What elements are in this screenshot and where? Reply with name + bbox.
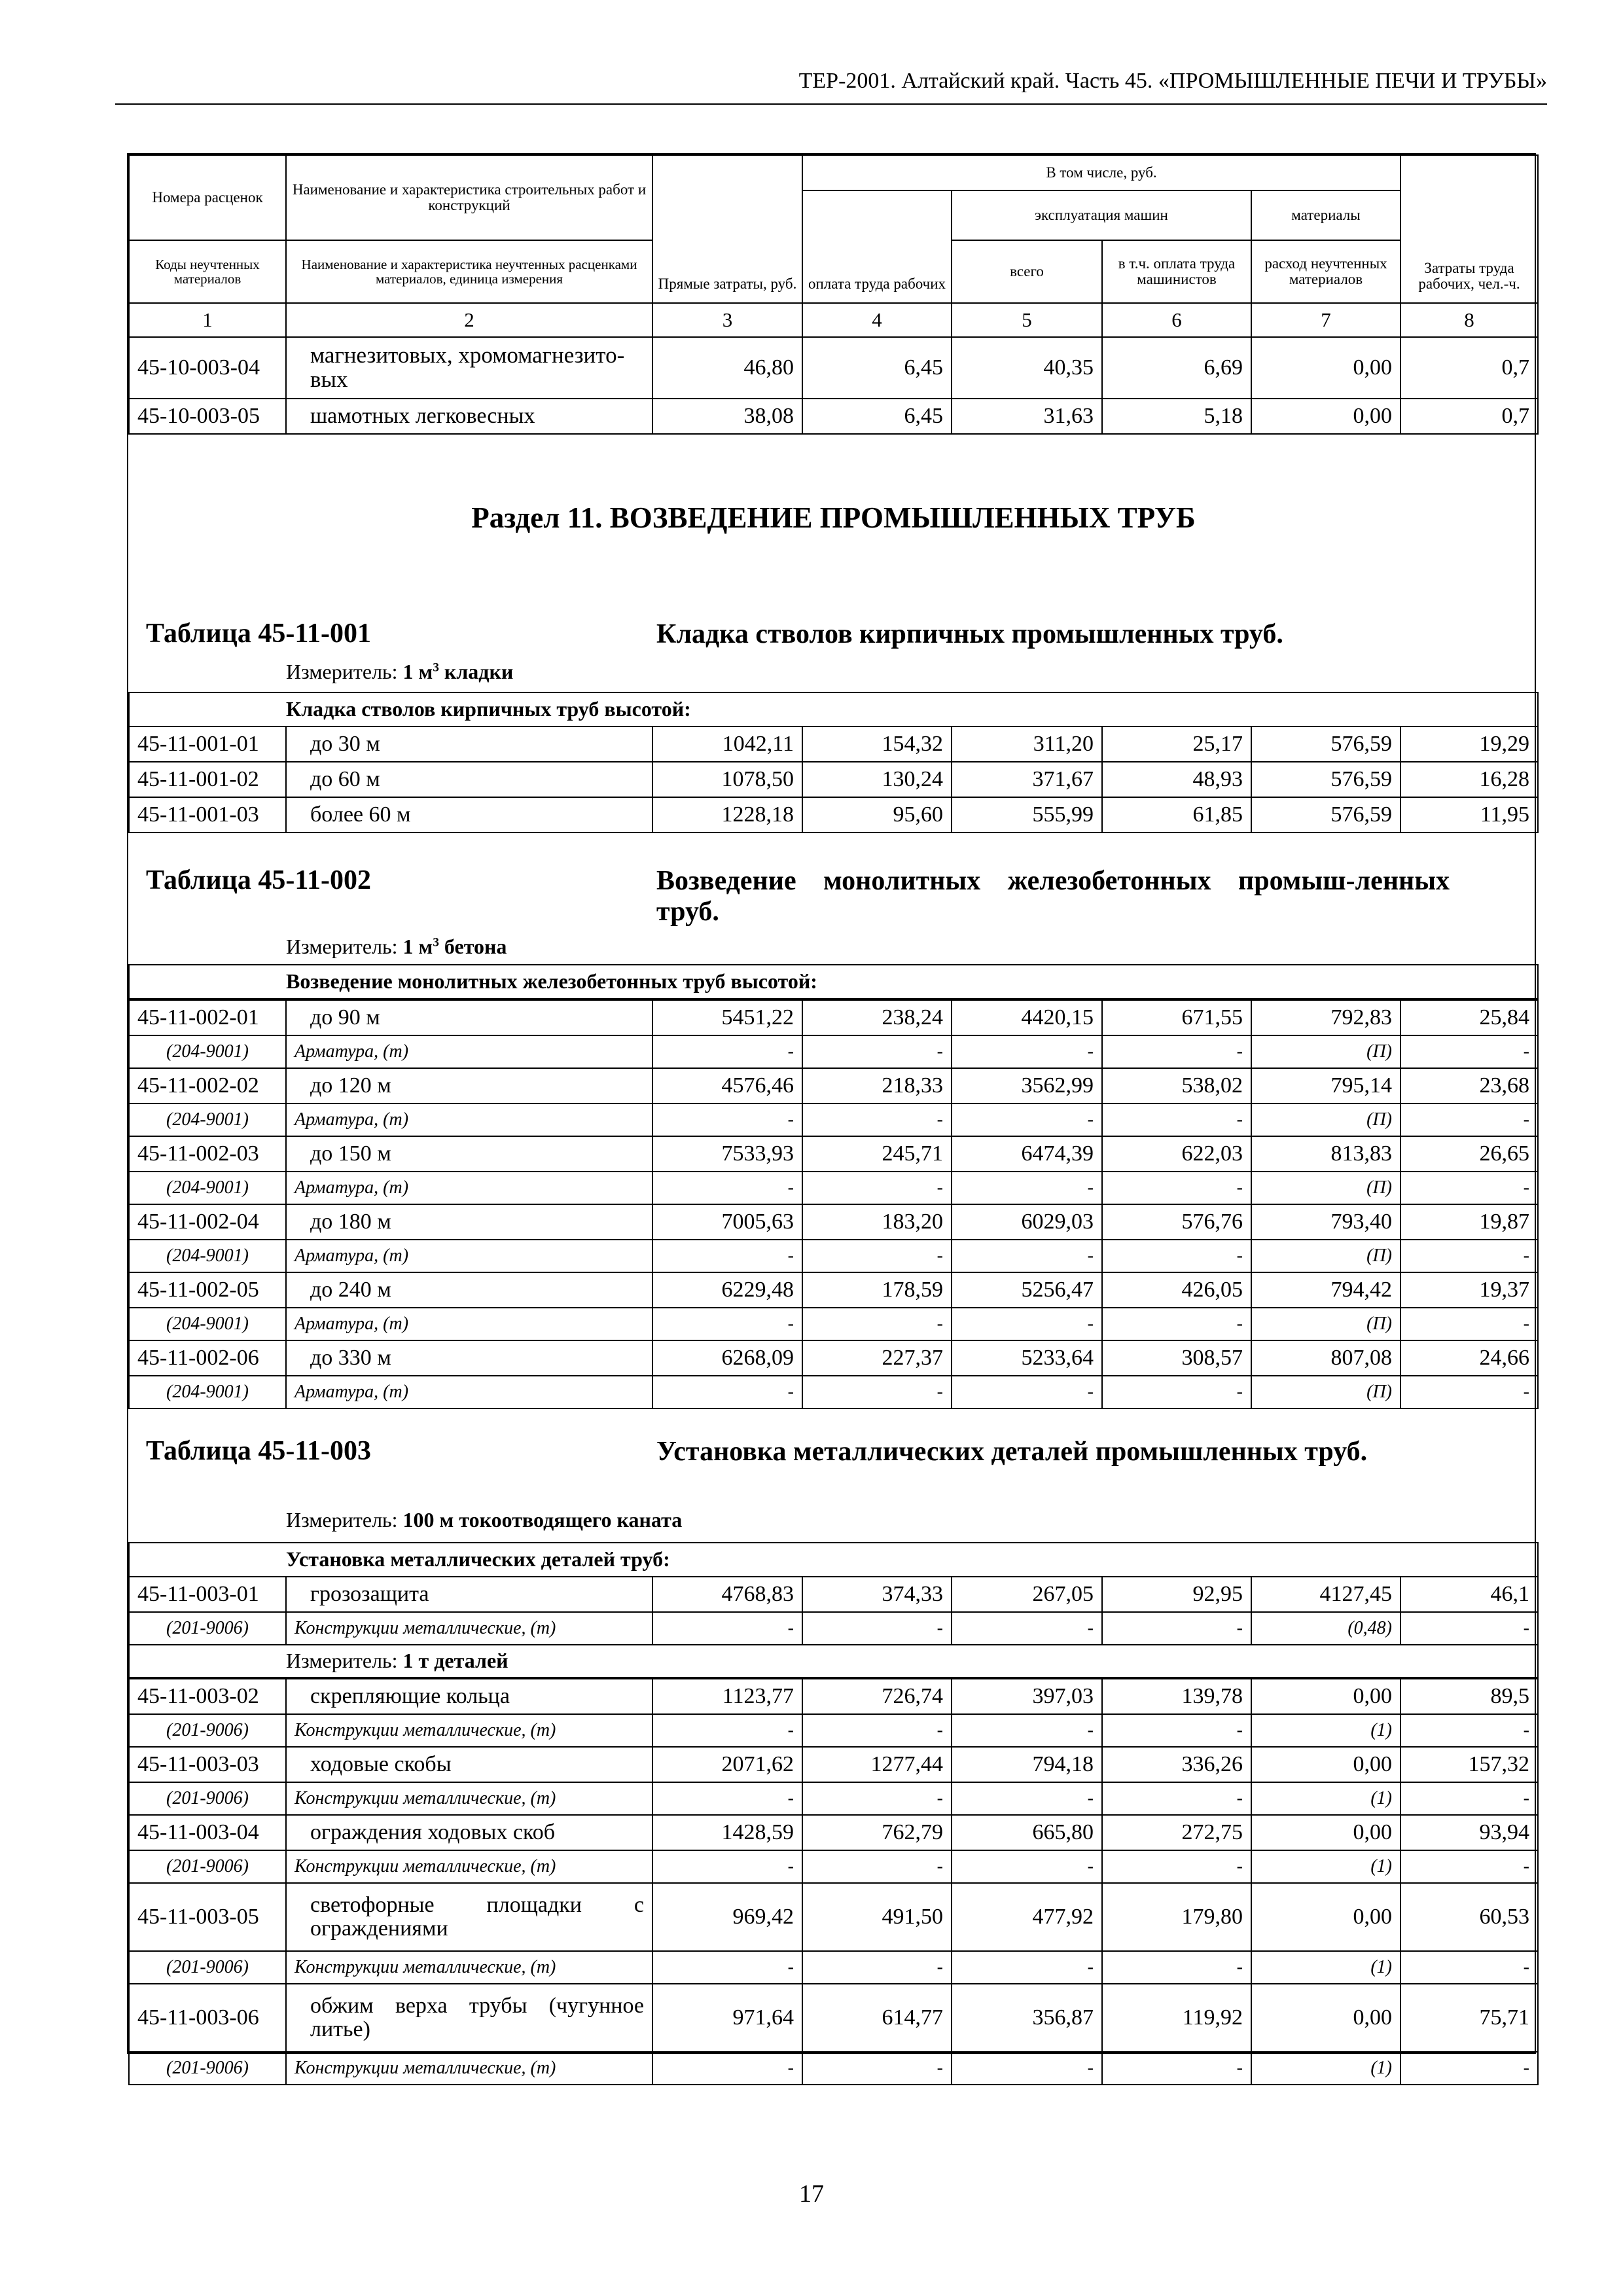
material-row [129,2052,1538,2085]
material-name: Арматура, (т) [286,1172,652,1204]
material-code: (204-9001) [129,1240,286,1272]
rate-value: 183,20 [802,1204,952,1240]
material-value: - [952,1376,1102,1408]
rate-value: 245,71 [802,1136,952,1172]
rate-value: 4576,46 [652,1068,802,1103]
rate-value: 178,59 [802,1272,952,1308]
material-value: - [652,2052,802,2085]
table-row [129,1747,1538,1782]
rate-code: 45-11-003-02 [129,1679,286,1714]
table-row [129,1000,1538,1035]
table-row [129,1136,1538,1172]
rate-value: 0,00 [1251,1815,1400,1850]
rate-value: 0,00 [1251,1984,1400,2052]
running-header: ТЕР-2001. Алтайский край. Часть 45. «ПРОМЫШЛЕННЫЕ ПЕЧИ И ТРУБЫ» [798,69,1547,93]
rate-name: ограждения ходовых скоб [286,1815,652,1850]
material-value: - [802,1308,952,1340]
rate-value: 794,18 [952,1747,1102,1782]
rate-name: до 150 м [286,1136,652,1172]
rate-value: 4420,15 [952,1000,1102,1035]
rate-name: магнезитовых, хромомагнезито-вых [286,337,652,399]
material-value: - [802,1714,952,1747]
rate-value: 665,80 [952,1815,1102,1850]
direct-cost-header: Прямые затраты, руб. [652,155,802,303]
table-number: Таблица 45-11-002 [146,865,372,895]
rate-value: 119,92 [1102,1984,1251,2052]
material-code: (204-9001) [129,1376,286,1408]
material-value: - [652,1172,802,1204]
material-code: (204-9001) [129,1172,286,1204]
rate-name: шамотных легковесных [286,399,652,434]
material-value: (П) [1251,1103,1400,1136]
rate-value: 356,87 [952,1984,1102,2052]
rate-value: 7533,93 [652,1136,802,1172]
material-value: - [652,1240,802,1272]
rate-value: 5451,22 [652,1000,802,1035]
material-value: - [1102,1172,1251,1204]
material-value: - [1102,1035,1251,1068]
material-value: - [1102,2052,1251,2085]
rate-value: 762,79 [802,1815,952,1850]
material-value: - [952,1172,1102,1204]
section-block [129,434,1538,692]
material-value: - [802,1376,952,1408]
table-row: 45-10-003-04 магнезитовых, хромомагнезито-вых 46,80 6,45 40,35 6,69 0,00 0,7 [129,337,1538,399]
rate-value: 792,83 [1251,1000,1400,1035]
rate-code: 45-11-002-06 [129,1340,286,1376]
column-numbers-row: 1 2 3 4 5 6 7 8 [129,303,1538,337]
table-subtitle: Кладка стволов кирпичных труб высотой: [286,692,1538,726]
material-value: (П) [1251,1308,1400,1340]
table3-heading [128,1409,1539,1678]
material-name: Арматура, (т) [286,1376,652,1408]
rate-name: светофорные площадки с ограждениями [286,1883,652,1951]
material-value: (1) [1251,1850,1400,1883]
rate-value: 426,05 [1102,1272,1251,1308]
rate-value: 3562,99 [952,1068,1102,1103]
rate-value: 5233,64 [952,1340,1102,1376]
measure-unit: Измеритель: 1 $м^3$ бетона [286,935,507,958]
material-row [129,1782,1538,1815]
rate-name: до 240 м [286,1272,652,1308]
material-value: - [1400,1103,1538,1136]
rate-name: до 90 м [286,1000,652,1035]
rate-name: обжим верха трубы (чугунное литье) [286,1984,652,2052]
material-value: - [952,1240,1102,1272]
material-value: (1) [1251,1714,1400,1747]
materials-unaccounted-header: расход неучтенных материалов [1251,240,1400,303]
page-number: 17 [799,2180,824,2208]
rate-value: 6474,39 [952,1136,1102,1172]
incl-header: В том числе, руб. [802,155,1400,190]
rate-value: 0,00 [1251,1747,1400,1782]
rate-value: 614,77 [802,1984,952,2052]
section-title: Раздел 11. ВОЗВЕДЕНИЕ ПРОМЫШЛЕННЫХ ТРУБ [471,501,1196,534]
material-value: - [1400,1376,1538,1408]
table2-rows [128,999,1539,1409]
rate-value: 60,53 [1400,1883,1538,1951]
table-heading-block [129,833,1538,965]
rate-value: 971,64 [652,1984,802,2052]
rate-code: 45-11-003-06 [129,1984,286,2052]
rate-value: 272,75 [1102,1815,1251,1850]
rate-value: 227,37 [802,1340,952,1376]
table-row [129,1272,1538,1308]
rate-code: 45-11-003-03 [129,1747,286,1782]
material-name: Арматура, (т) [286,1035,652,1068]
rate-value: 26,65 [1400,1136,1538,1172]
rate-code: 45-11-002-04 [129,1204,286,1240]
material-value: (1) [1251,2052,1400,2085]
material-name: Арматура, (т) [286,1103,652,1136]
material-name: Конструкции металлические, (т) [286,1850,652,1883]
material-value: - [1102,1782,1251,1815]
header-rule [115,103,1547,105]
rate-value: 308,57 [1102,1340,1251,1376]
material-value: - [1400,1951,1538,1984]
rates-table-frame [127,153,1536,2079]
col2-top-header: Наименование и характеристика строительных работ и конструкций [286,155,652,240]
table-subtitle: Возведение монолитных железобетонных труб высотой: [286,965,1538,999]
material-value: - [652,1103,802,1136]
material-value: - [652,1714,802,1747]
table-row [129,1679,1538,1714]
material-value: - [802,1240,952,1272]
rate-value: 0,00 [1251,1679,1400,1714]
material-value: - [652,1035,802,1068]
material-row [129,1172,1538,1204]
rate-value: 793,40 [1251,1204,1400,1240]
measure-unit: Измеритель: 100 м токоотводящего каната [286,1508,683,1532]
material-value: (П) [1251,1376,1400,1408]
material-name: Конструкции металлические, (т) [286,1782,652,1815]
material-row [129,1376,1538,1408]
material-value: - [952,1714,1102,1747]
material-code: (204-9001) [129,1308,286,1340]
material-value: - [1400,1714,1538,1747]
table-row [129,1984,1538,2052]
rate-name: до 330 м [286,1340,652,1376]
rate-value: 24,66 [1400,1340,1538,1376]
rate-value: 622,03 [1102,1136,1251,1172]
labor-cost-header: Затраты труда рабочих, чел.-ч. [1400,155,1538,303]
rate-value: 19,87 [1400,1204,1538,1240]
rate-value: 794,42 [1251,1272,1400,1308]
material-name: Конструкции металлические, (т) [286,1951,652,1984]
rate-value: 491,50 [802,1883,952,1951]
rate-value: 93,94 [1400,1815,1538,1850]
material-value: - [802,2052,952,2085]
material-row [129,1308,1538,1340]
material-value: - [802,1035,952,1068]
measure-unit: Измеритель: 1 т деталей [286,1645,1538,1677]
rates-table [128,154,1539,999]
rate-value: 23,68 [1400,1068,1538,1103]
rate-value: 397,03 [952,1679,1102,1714]
table-subtitle: Установка металлических деталей труб: [286,1543,1538,1577]
material-value: - [952,1103,1102,1136]
table-row: 45-10-003-05 шамотных легковесных 38,08 6,45 31,63 5,18 0,00 0,7 [129,399,1538,434]
material-row [129,1951,1538,1984]
table-row [129,1883,1538,1951]
rate-value: 25,84 [1400,1000,1538,1035]
material-value: - [1400,1308,1538,1340]
rate-value: 157,32 [1400,1747,1538,1782]
material-value: - [1102,1240,1251,1272]
material-value: - [1102,1376,1251,1408]
rate-value: 1277,44 [802,1747,952,1782]
material-value: - [1400,2052,1538,2085]
table3-rows [128,1678,1539,2085]
material-value: - [652,1376,802,1408]
material-value: (П) [1251,1172,1400,1204]
table-number: Таблица 45-11-003 [146,1436,372,1466]
rate-value: 726,74 [802,1679,952,1714]
table-name: Установка металлических деталей промышленных труб. [656,1437,1368,1467]
table-name: Кладка стволов кирпичных промышленных труб. [656,619,1283,649]
material-value: - [652,1308,802,1340]
rate-value: 807,08 [1251,1340,1400,1376]
material-value: - [1102,1714,1251,1747]
rate-value: 969,42 [652,1883,802,1951]
table-row [129,1204,1538,1240]
table-row: 45-11-003-01 грозозащита 4768,83 374,33 267,05 92,95 4127,45 46,1 [129,1577,1538,1612]
rate-value: 6229,48 [652,1272,802,1308]
material-value: (П) [1251,1240,1400,1272]
material-value: - [1102,1308,1251,1340]
material-value: - [1400,1035,1538,1068]
rate-value: 538,02 [1102,1068,1251,1103]
material-value: - [802,1172,952,1204]
rate-value: 6029,03 [952,1204,1102,1240]
rate-value: 1123,77 [652,1679,802,1714]
col2-bottom-header: Наименование и характеристика неучтенных расценками материалов, единица измерения [286,240,652,303]
rate-value: 89,5 [1400,1679,1538,1714]
material-value: - [802,1103,952,1136]
rate-value: 218,33 [802,1068,952,1103]
rate-value: 813,83 [1251,1136,1400,1172]
material-row [129,1850,1538,1883]
material-name: Конструкции металлические, (т) [286,2052,652,2085]
rate-code: 45-11-002-03 [129,1136,286,1172]
rate-value: 6268,09 [652,1340,802,1376]
material-row [129,1240,1538,1272]
table-row: 45-11-001-03 более 60 м 1228,18 95,60 555,99 61,85 576,59 11,95 [129,797,1538,833]
machines-total-header: всего [952,240,1102,303]
material-value: - [652,1850,802,1883]
rate-name: до 180 м [286,1204,652,1240]
material-value: - [952,2052,1102,2085]
rate-code: 45-11-003-05 [129,1883,286,1951]
rate-code: 45-11-002-01 [129,1000,286,1035]
material-value: - [1102,1951,1251,1984]
material-value: - [802,1850,952,1883]
material-code: (201-9006) [129,1951,286,1984]
rate-value: 19,37 [1400,1272,1538,1308]
rate-value: 238,24 [802,1000,952,1035]
material-code: (204-9001) [129,1035,286,1068]
material-value: - [1400,1850,1538,1883]
material-value: - [1400,1172,1538,1204]
material-value: - [1102,1850,1251,1883]
material-value: - [802,1782,952,1815]
rate-code: 45-11-002-02 [129,1068,286,1103]
rate-value: 7005,63 [652,1204,802,1240]
machines-labor-header: в т.ч. оплата труда машинистов [1102,240,1251,303]
labor-pay-header: оплата труда рабочих [802,190,952,303]
rate-name: скрепляющие кольца [286,1679,652,1714]
table-row [129,1068,1538,1103]
rate-value: 671,55 [1102,1000,1251,1035]
material-code: (201-9006) [129,1714,286,1747]
rate-code: 45-11-003-04 [129,1815,286,1850]
rate-value: 75,71 [1400,1984,1538,2052]
col1-top-header: Номера расценок [129,155,286,240]
col1-bottom-header: Коды неучтенных материалов [129,240,286,303]
rate-name: ходовые скобы [286,1747,652,1782]
material-value: (1) [1251,1782,1400,1815]
rate-value: 5256,47 [952,1272,1102,1308]
table-row: 45-11-001-01 до 30 м 1042,11 154,32 311,20 25,17 576,59 19,29 [129,726,1538,762]
material-name: Конструкции металлические, (т) [286,1714,652,1747]
material-row [129,1714,1538,1747]
rate-code: 45-10-003-04 [129,337,286,399]
table-row [129,1815,1538,1850]
table-number: Таблица 45-11-001 [146,619,372,649]
material-value: - [652,1782,802,1815]
rate-value: 795,14 [1251,1068,1400,1103]
material-row: (201-9006) Конструкции металлические, (т) - - - - (0,48) - [129,1612,1538,1645]
material-value: - [1400,1240,1538,1272]
material-value: (П) [1251,1035,1400,1068]
machines-header: эксплуатация машин [952,190,1251,240]
rate-code: 45-11-002-05 [129,1272,286,1308]
materials-header: материалы [1251,190,1400,240]
rate-value: 576,76 [1102,1204,1251,1240]
rate-code: 45-10-003-05 [129,399,286,434]
rate-name: до 120 м [286,1068,652,1103]
material-name: Арматура, (т) [286,1240,652,1272]
material-value: - [952,1035,1102,1068]
rate-value: 477,92 [952,1883,1102,1951]
measure-unit: Измеритель: 1 $м^3$ кладки [286,660,514,683]
table-heading-block [129,1409,1538,1543]
material-value: - [952,1308,1102,1340]
rate-value: 1428,59 [652,1815,802,1850]
table-row: 45-11-001-02 до 60 м 1078,50 130,24 371,67 48,93 576,59 16,28 [129,762,1538,797]
rate-value: 0,00 [1251,1883,1400,1951]
rate-value: 179,80 [1102,1883,1251,1951]
rate-value: 336,26 [1102,1747,1251,1782]
material-value: - [652,1951,802,1984]
material-value: - [1400,1782,1538,1815]
table-name: Возведение монолитных железобетонных промыш-ленных труб. [656,866,1450,927]
material-code: (204-9001) [129,1103,286,1136]
rate-value: 2071,62 [652,1747,802,1782]
material-name: Арматура, (т) [286,1308,652,1340]
material-value: - [952,1782,1102,1815]
material-value: - [1102,1103,1251,1136]
material-value: - [952,1850,1102,1883]
rate-value: 139,78 [1102,1679,1251,1714]
material-code: (201-9006) [129,1850,286,1883]
material-value: - [952,1951,1102,1984]
material-row [129,1103,1538,1136]
material-code: (201-9006) [129,2052,286,2085]
material-value: (1) [1251,1951,1400,1984]
material-code: (201-9006) [129,1782,286,1815]
material-row [129,1035,1538,1068]
table-row [129,1340,1538,1376]
material-value: - [802,1951,952,1984]
